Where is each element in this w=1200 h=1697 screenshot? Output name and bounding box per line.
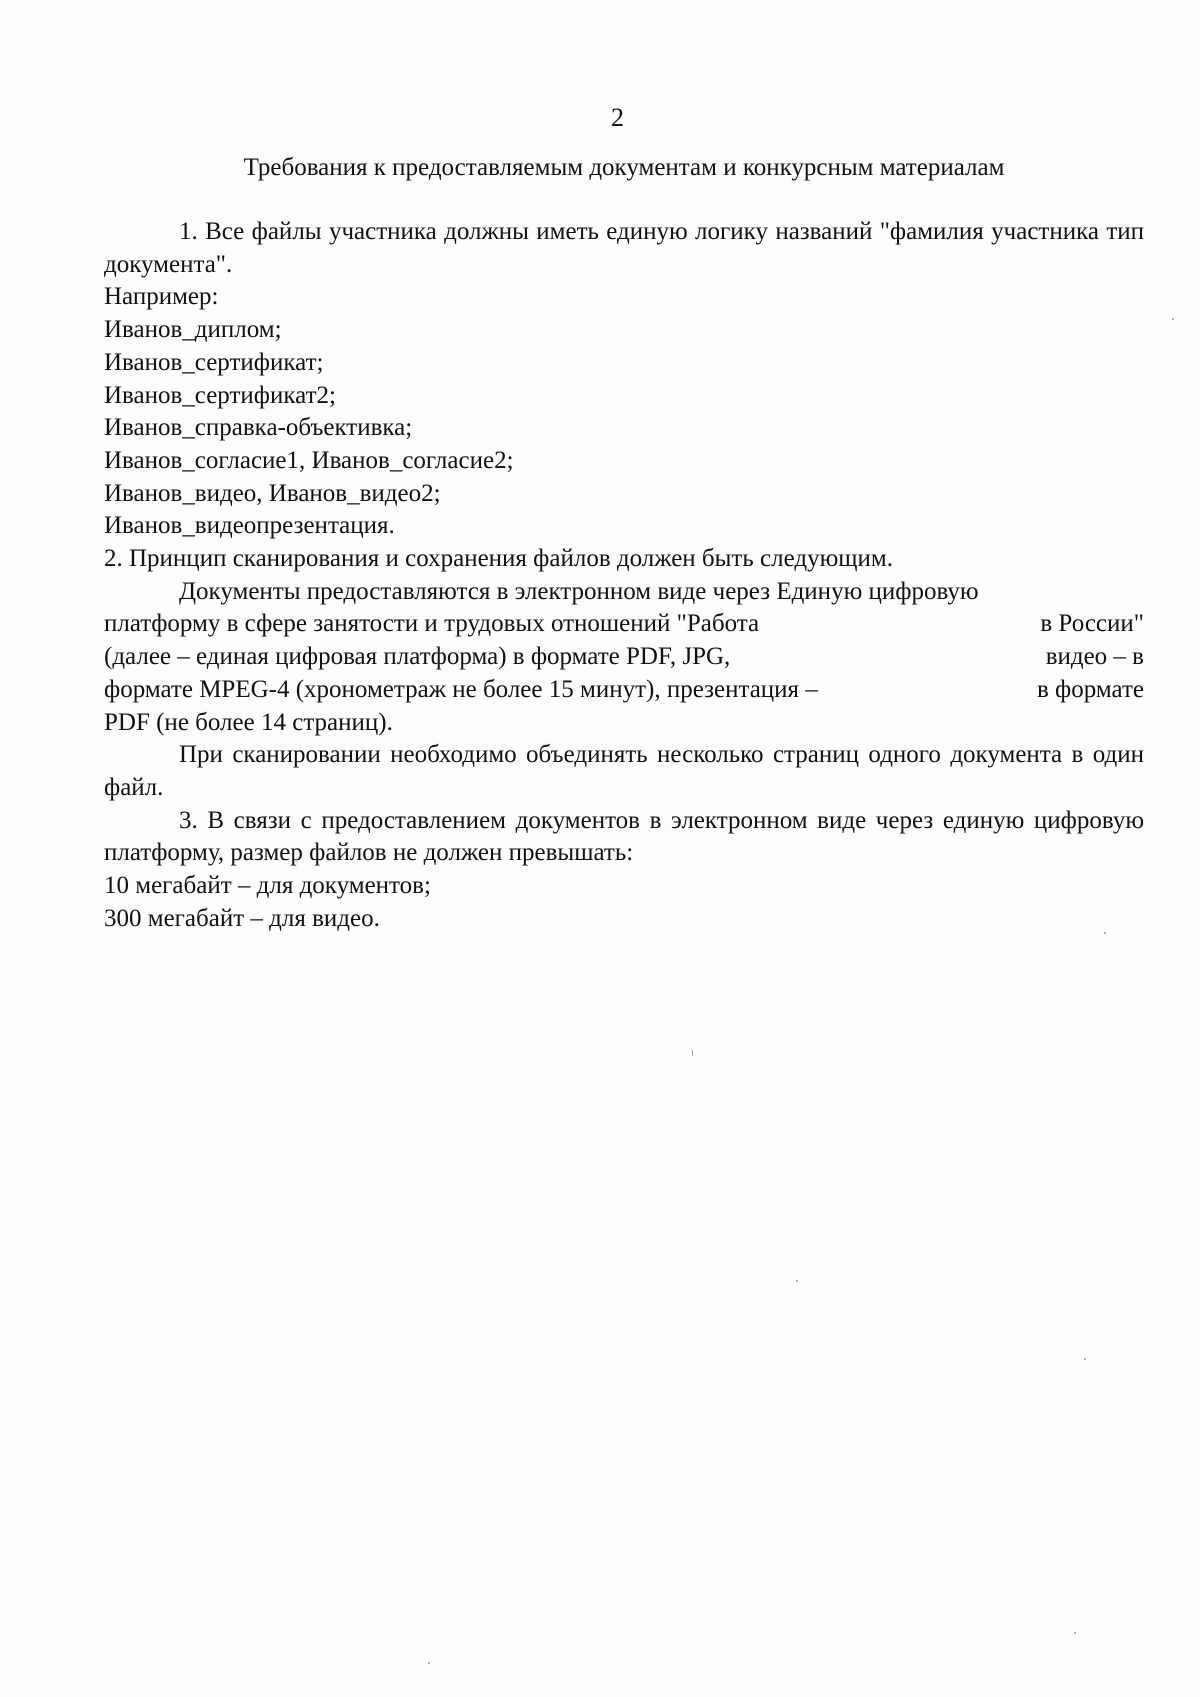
line-right-text: в формате [1037,675,1144,703]
paragraph-1: 1. Все файлы участника должны иметь единую логику названий "фамилия участника тип документа". [104,218,1144,278]
example-item: Иванов_видео, Иванов_видео2; [104,479,441,507]
line-left-text: (далее – единая цифровая платформа) в формате PDF, JPG, [104,643,731,671]
line-right-text: в России" [1040,610,1144,638]
scan-speck [428,1662,430,1664]
page-number: 2 [611,103,624,132]
paragraph-3-line [104,641,1144,674]
example-item: Иванов_сертификат; [104,348,324,376]
paragraph-2: 2. Принцип сканирования и сохранения файлов должен быть следующим. [104,545,893,573]
line-left-text: платформу в сфере занятости и трудовых отношений "Работа [104,610,760,638]
scan-speck [796,1280,798,1282]
example-item: Иванов_справка-объективка; [104,414,413,442]
paragraph-4: При сканировании необходимо объединять несколько страниц одного документа в один файл. [104,741,1144,801]
line-right-text: видео – в [1045,643,1144,671]
paragraph-3-line [104,576,1144,609]
example-item: Иванов_сертификат2; [104,381,336,409]
paragraph-3-line [104,707,1144,740]
example-item: Иванов_диплом; [104,316,282,344]
line-left-text: PDF (не более 14 страниц). [104,708,393,736]
paragraph-5: 3. В связи с предоставлением документов в электронном виде через единую цифровую платформу, размер файлов не должен превышать: [104,806,1144,867]
scan-speck [1074,1632,1076,1634]
limit-item: 300 мегабайт – для видео. [104,904,380,932]
limit-item: 10 мегабайт – для документов; [104,872,431,900]
line-left-text: Документы предоставляются в электронном виде через Единую цифровую [179,577,979,605]
scan-speck [1172,318,1174,320]
example-item: Иванов_согласие1, Иванов_согласие2; [104,446,514,474]
example-label: Например: [104,283,219,311]
paragraph-3-line [104,608,1144,641]
document-title: Требования к предоставляемым документам и конкурсным материалам [243,154,1005,181]
example-item: Иванов_видеопрезентация. [104,512,395,540]
paragraph-3-line [104,674,1144,707]
scan-speck [1084,1358,1086,1360]
document-body [104,216,1144,935]
line-left-text: формате MPEG-4 (хронометраж не более 15 минут), презентация – [104,675,818,703]
scan-speck [1104,932,1106,934]
scan-speck [692,1050,693,1056]
